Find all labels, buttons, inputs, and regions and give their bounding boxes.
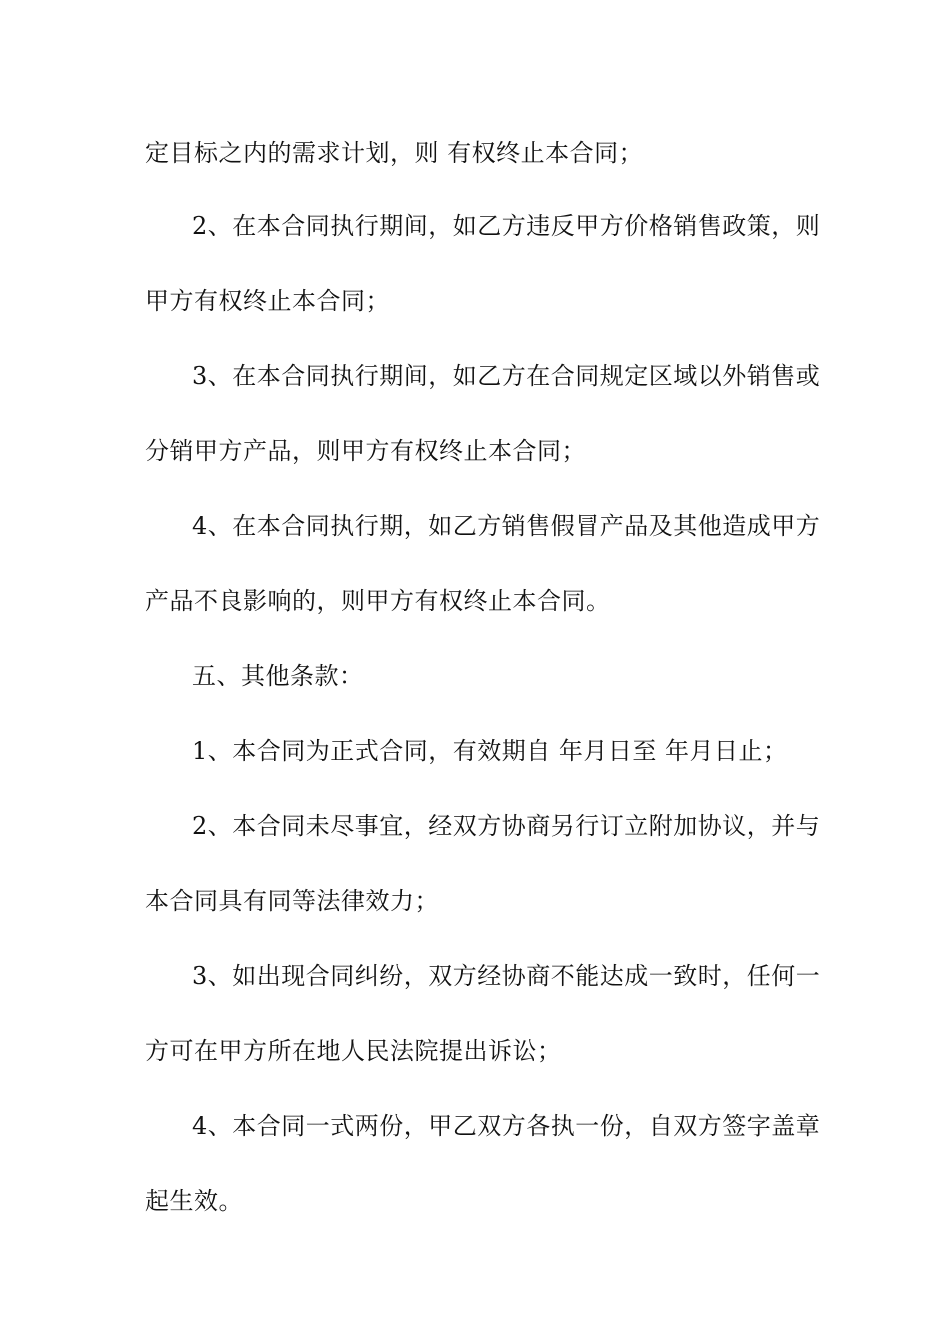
text-line: 方可在甲方所在地人民法院提出诉讼； — [145, 1037, 562, 1065]
text-line: 4、本合同一式两份，甲乙双方各执一份，自双方签字盖章 — [192, 1112, 821, 1140]
text-line: 2、在本合同执行期间，如乙方违反甲方价格销售政策，则 — [192, 212, 821, 240]
text-line: 2、本合同未尽事宜，经双方协商另行订立附加协议，并与 — [192, 812, 821, 840]
text-line: 起生效。 — [145, 1187, 243, 1215]
text-line: 1、本合同为正式合同，有效期自 年月日至 年月日止； — [192, 737, 788, 765]
text-line: 产品不良影响的，则甲方有权终止本合同。 — [145, 587, 611, 615]
text-line: 甲方有权终止本合同； — [145, 287, 390, 315]
text-line: 3、在本合同执行期间，如乙方在合同规定区域以外销售或 — [192, 362, 821, 390]
section-heading: 五、其他条款： — [192, 662, 364, 690]
text-line: 3、如出现合同纠纷，双方经协商不能达成一致时，任何一 — [192, 962, 821, 990]
text-line: 本合同具有同等法律效力； — [145, 887, 439, 915]
text-line: 分销甲方产品，则甲方有权终止本合同； — [145, 437, 586, 465]
text-line: 定目标之内的需求计划，则 有权终止本合同； — [145, 139, 644, 167]
text-line: 4、在本合同执行期，如乙方销售假冒产品及其他造成甲方 — [192, 512, 821, 540]
